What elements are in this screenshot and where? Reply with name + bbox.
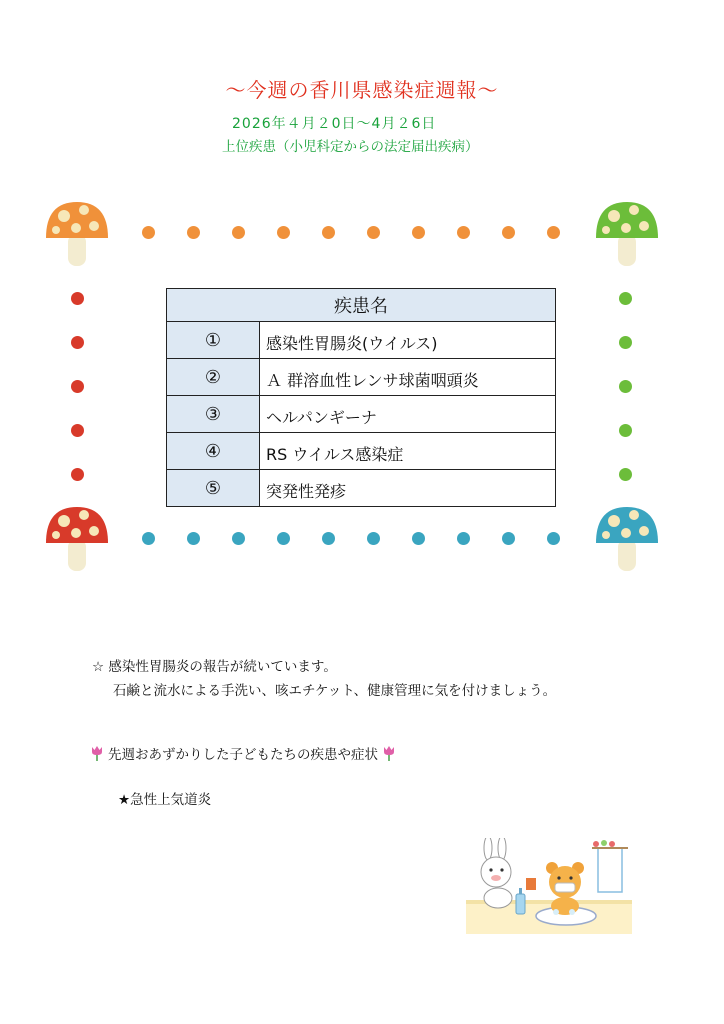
notice-line-1: ☆ 感染性胃腸炎の報告が続いています。 bbox=[92, 659, 337, 675]
disease-name-cell: ヘルパンギーナ bbox=[260, 396, 556, 433]
notice-line-2: 石鹸と流水による手洗い、咳エチケット、健康管理に気を付けましょう。 bbox=[113, 683, 557, 699]
frame-dot bbox=[71, 336, 84, 349]
mushroom-icon bbox=[44, 198, 110, 272]
frame-dot bbox=[322, 532, 335, 545]
rank-cell: ③ bbox=[167, 396, 260, 433]
last-week-heading-text: 先週おあずかりした子どもたちの疾患や症状 bbox=[108, 747, 378, 763]
disease-name-cell: RS ウイルス感染症 bbox=[260, 433, 556, 470]
mushroom-icon bbox=[594, 503, 660, 577]
disease-name-cell: 突発性発疹 bbox=[260, 470, 556, 507]
table-header: 疾患名 bbox=[167, 289, 556, 322]
table-header-row bbox=[167, 289, 556, 322]
table-row bbox=[167, 470, 556, 507]
frame-dot bbox=[142, 532, 155, 545]
frame-dot bbox=[457, 532, 470, 545]
frame-dot bbox=[412, 532, 425, 545]
frame-dot bbox=[619, 380, 632, 393]
frame-dot bbox=[277, 532, 290, 545]
frame-dot bbox=[322, 226, 335, 239]
frame-dot bbox=[232, 532, 245, 545]
frame-dot bbox=[619, 292, 632, 305]
disease-name-cell: 感染性胃腸炎(ウイルス) bbox=[260, 322, 556, 359]
frame-dot bbox=[502, 532, 515, 545]
frame-dot bbox=[502, 226, 515, 239]
last-week-heading bbox=[90, 743, 396, 763]
frame-dot bbox=[412, 226, 425, 239]
tulip-icon bbox=[90, 745, 104, 761]
frame-dot bbox=[367, 532, 380, 545]
list-item: ★急性上気道炎 bbox=[118, 792, 212, 808]
disease-name-cell: Ａ 群溶血性レンサ球菌咽頭炎 bbox=[260, 359, 556, 396]
frame-dot bbox=[457, 226, 470, 239]
rank-cell: ④ bbox=[167, 433, 260, 470]
frame-dot bbox=[277, 226, 290, 239]
frame-dot bbox=[367, 226, 380, 239]
table-row bbox=[167, 322, 556, 359]
page-subtitle: 上位疾患（小児科定からの法定届出疾病） bbox=[222, 139, 479, 155]
frame-dot bbox=[71, 292, 84, 305]
tulip-icon bbox=[382, 745, 396, 761]
rank-cell: ⑤ bbox=[167, 470, 260, 507]
frame-dot bbox=[187, 532, 200, 545]
handwashing-illustration bbox=[466, 838, 632, 934]
mushroom-icon bbox=[594, 198, 660, 272]
rank-cell: ② bbox=[167, 359, 260, 396]
frame-dot bbox=[619, 336, 632, 349]
frame-dot bbox=[71, 424, 84, 437]
frame-dot bbox=[619, 424, 632, 437]
table-row bbox=[167, 396, 556, 433]
disease-table bbox=[166, 288, 556, 507]
frame-dot bbox=[547, 226, 560, 239]
rank-cell: ① bbox=[167, 322, 260, 359]
table-row bbox=[167, 433, 556, 470]
frame-dot bbox=[187, 226, 200, 239]
frame-dot bbox=[142, 226, 155, 239]
frame-dot bbox=[71, 380, 84, 393]
page-title: ～今週の香川県感染症週報～ bbox=[225, 78, 499, 102]
mushroom-icon bbox=[44, 503, 110, 577]
frame-dot bbox=[547, 532, 560, 545]
frame-dot bbox=[71, 468, 84, 481]
date-range: 2026年４月２0日～4月２6日 bbox=[232, 116, 437, 132]
frame-dot bbox=[232, 226, 245, 239]
frame-dot bbox=[619, 468, 632, 481]
table-row bbox=[167, 359, 556, 396]
